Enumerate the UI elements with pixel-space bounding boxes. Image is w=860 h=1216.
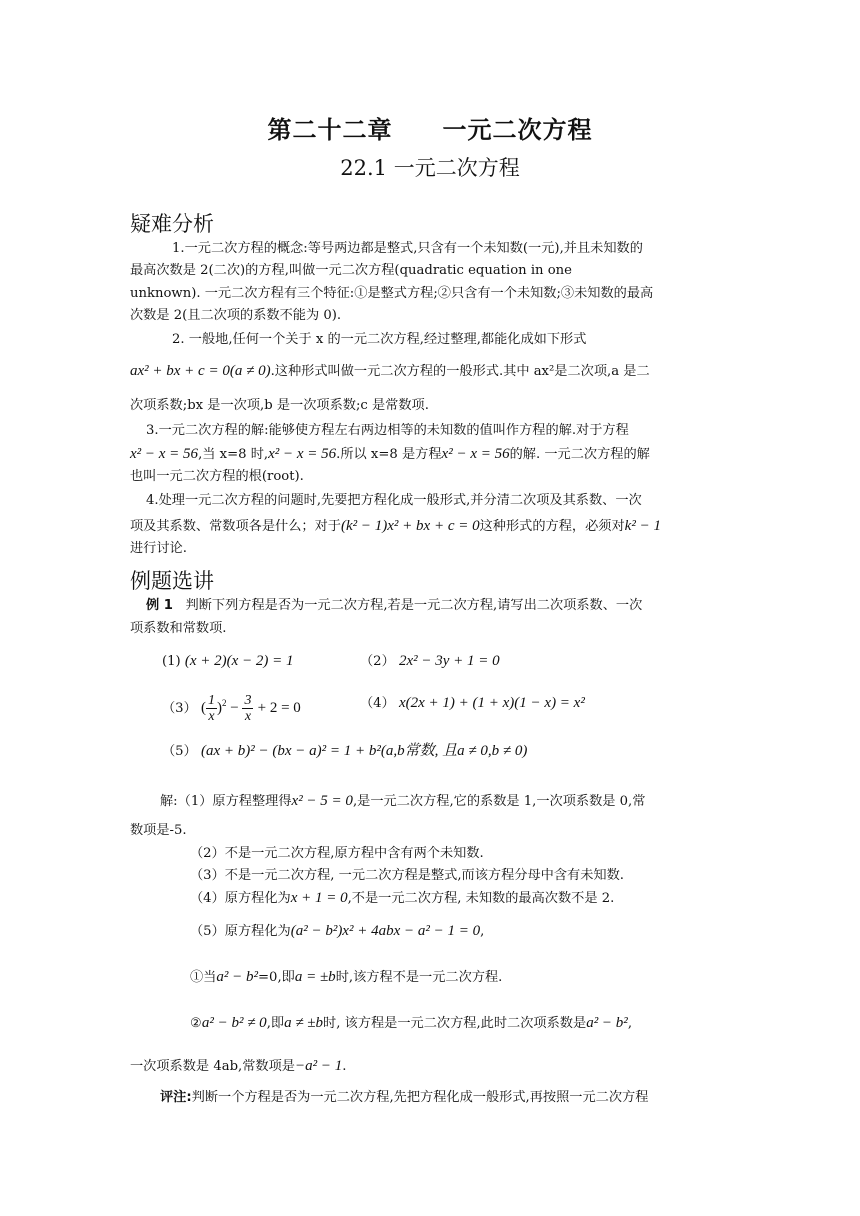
item-2-equation: 2x² − 3y + 1 = 0 bbox=[398, 653, 500, 669]
solution-1-text-b: ,是一元二次方程,它的系数是 1,一次项系数是 0,常 bbox=[352, 794, 646, 809]
case-1-text-b: =0,即 bbox=[258, 970, 295, 985]
p1-line1: 1.一元二次方程的概念:等号两边都是整式,只含有一个未知数(一元),并且未知数的 bbox=[172, 241, 643, 256]
case-2-text-a: ② bbox=[190, 1016, 202, 1031]
solution-4 bbox=[190, 887, 790, 910]
item-2-label: （2） bbox=[360, 654, 395, 669]
equation-k2-form: (k² − 1)x² + bx + c = 0 bbox=[341, 518, 480, 534]
example-line1 bbox=[146, 595, 746, 617]
item-3-num-2: 3 bbox=[244, 693, 252, 708]
case-2-equation-3: a² − b² bbox=[586, 1015, 628, 1031]
example-label: 例 1 bbox=[146, 598, 173, 613]
case-2-text-d: , bbox=[627, 1016, 633, 1031]
p1-line4: 次数是 2(且二次项的系数不能为 0). bbox=[130, 308, 342, 323]
solution-1-equation: x² − 5 = 0 bbox=[291, 793, 353, 809]
heading-analysis: 疑难分析 bbox=[130, 212, 214, 236]
p2-line3: 次项系数;bx 是一次项,b 是一次项系数;c 是常数项. bbox=[130, 398, 429, 413]
case-2-equation: a² − b² ≠ 0 bbox=[201, 1015, 267, 1031]
solution-5-equation: (a² − b²)x² + 4abx − a² − 1 = 0 bbox=[290, 923, 481, 939]
item-1-label: (1) bbox=[162, 654, 181, 669]
p3-line2 bbox=[130, 443, 730, 466]
item-3-fraction-1 bbox=[206, 693, 217, 724]
case-3-text-b: . bbox=[342, 1059, 347, 1074]
comment-line bbox=[160, 1087, 760, 1109]
item-3-num-1: 1 bbox=[207, 693, 215, 708]
section-title: 22.1 一元二次方程 bbox=[340, 156, 520, 180]
solution-4-text-a: （4）原方程化为 bbox=[190, 891, 291, 906]
solution-4-equation: x + 1 = 0 bbox=[290, 890, 348, 906]
case-3-equation: −a² − 1 bbox=[294, 1058, 343, 1074]
solution-2: （2）不是一元二次方程,原方程中含有两个未知数. bbox=[190, 846, 484, 861]
item-3-den-1: x bbox=[208, 709, 215, 724]
case-1-equation-2: a = ±b bbox=[294, 969, 336, 985]
heading-examples: 例题选讲 bbox=[130, 569, 214, 593]
p3-text-a: ,当 x=8 时, bbox=[198, 447, 269, 462]
item-4 bbox=[360, 692, 860, 715]
p4-text-b: 这种形式的方程，必须对 bbox=[479, 519, 625, 534]
equation-x2-x-56-c: x² − x = 56 bbox=[441, 446, 510, 462]
example-text-a: 判断下列方程是否为一元二次方程,若是一元二次方程,请写出二次项系数、一次 bbox=[185, 598, 643, 613]
case-1-text-a: ①当 bbox=[190, 970, 217, 985]
p1-line2: 最高次数是 2(二次)的方程,叫做一元二次方程(quadratic equation in one bbox=[130, 263, 572, 278]
general-form-equation: ax² + bx + c = 0(a ≠ 0) bbox=[130, 363, 271, 379]
case-1-text-c: 时,该方程不是一元二次方程. bbox=[335, 970, 503, 985]
p4-line3: 进行讨论. bbox=[130, 541, 187, 556]
p2-line2 bbox=[130, 360, 730, 383]
item-3-label: （3） bbox=[162, 701, 197, 716]
p3-text-c: 的解. 一元二次方程的解 bbox=[509, 447, 650, 462]
item-3: （3） ( $\frac{1}{x}$ )$^2$ − $\frac{3}{x}$ + 2 = 0 bbox=[162, 693, 301, 724]
solution-4-text-b: ,不是一元二次方程, 未知数的最高次数不是 2. bbox=[347, 891, 615, 906]
example-line2: 项系数和常数项. bbox=[130, 621, 227, 636]
solution-3: （3）不是一元二次方程, 一元二次方程是整式,而该方程分母中含有未知数. bbox=[190, 868, 624, 883]
solution-5-text-a: （5）原方程化为 bbox=[190, 924, 291, 939]
case-3-text-a: 一次项系数是 4ab,常数项是 bbox=[130, 1059, 295, 1074]
item-3-minus: − bbox=[230, 700, 243, 716]
solution-line1 bbox=[160, 790, 760, 813]
p4-line2 bbox=[130, 515, 730, 538]
case-2 bbox=[190, 1012, 790, 1035]
case-3 bbox=[130, 1055, 730, 1078]
chapter-title: 第二十二章 一元二次方程 bbox=[267, 116, 593, 144]
solution-line2: 数项是-5. bbox=[130, 823, 187, 838]
case-1-equation: a² − b² bbox=[216, 969, 258, 985]
item-1-equation: (x + 2)(x − 2) = 1 bbox=[184, 653, 294, 669]
item-3-den-2: x bbox=[244, 709, 252, 724]
item-5 bbox=[162, 740, 762, 763]
case-2-text-b: ,即 bbox=[266, 1016, 285, 1031]
p3-text-b: .所以 x=8 是方程 bbox=[336, 447, 442, 462]
case-2-text-c: 时, 该方程是一元二次方程,此时二次项系数是 bbox=[323, 1016, 587, 1031]
case-2-equation-2: a ≠ ±b bbox=[284, 1015, 324, 1031]
equation-x2-x-56-b: x² − x = 56 bbox=[268, 446, 337, 462]
equation-k2-minus-1: k² − 1 bbox=[624, 518, 661, 534]
p3-line3: 也叫一元二次方程的根(root). bbox=[130, 469, 304, 484]
p2-line1: 2. 一般地,任何一个关于 x 的一元二次方程,经过整理,都能化成如下形式 bbox=[172, 332, 587, 347]
solution-1-text-a: 解:（1）原方程整理得 bbox=[160, 794, 292, 809]
solution-5 bbox=[190, 920, 790, 943]
item-3-tail: + 2 = 0 bbox=[257, 700, 301, 716]
item-4-label: （4） bbox=[360, 696, 395, 711]
case-1 bbox=[190, 966, 790, 989]
item-5-equation: (ax + b)² − (bx − a)² = 1 + b²(a,b常数, 且a ≠ 0,b ≠ 0) bbox=[200, 743, 528, 759]
solution-5-text-b: , bbox=[480, 924, 485, 939]
item-3-fraction-2 bbox=[242, 693, 253, 724]
item-4-equation: x(2x + 1) + (1 + x)(1 − x) = x² bbox=[398, 695, 585, 711]
p3-line1: 3.一元二次方程的解:能够使方程左右两边相等的未知数的值叫作方程的解.对于方程 bbox=[146, 423, 629, 438]
p4-line1: 4.处理一元二次方程的问题时,先要把方程化成一般形式,并分清二次项及其系数、一次 bbox=[146, 493, 642, 508]
item-5-label: （5） bbox=[162, 744, 197, 759]
comment-text: 判断一个方程是否为一元二次方程,先把方程化成一般形式,再按照一元二次方程 bbox=[191, 1090, 649, 1105]
p1-line3: unknown). 一元二次方程有三个特征:①是整式方程;②只含有一个未知数;③未知数的最高 bbox=[130, 286, 654, 301]
equation-x2-x-56-a: x² − x = 56 bbox=[130, 446, 199, 462]
item-2 bbox=[360, 650, 860, 673]
comment-label: 评注: bbox=[160, 1090, 192, 1105]
p4-text-a: 项及其系数、常数项各是什么；对于 bbox=[130, 519, 341, 534]
p2-line2-text: .这种形式叫做一元二次方程的一般形式.其中 ax²是二次项,a 是二 bbox=[270, 364, 650, 379]
